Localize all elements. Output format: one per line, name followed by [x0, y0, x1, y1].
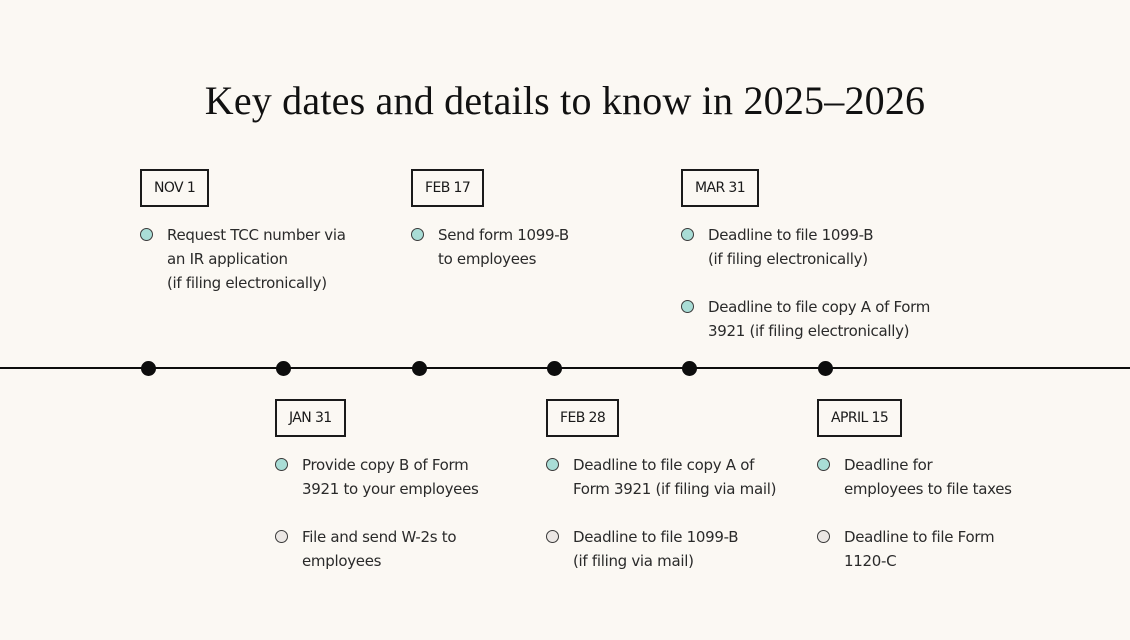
date-label: JAN 31: [275, 399, 346, 437]
bullet-icon: [411, 228, 424, 241]
timeline-axis: [0, 367, 1130, 369]
bullet-icon: [817, 530, 830, 543]
bullet-icon: [817, 458, 830, 471]
timeline-marker-feb17: [412, 361, 427, 376]
page-title: Key dates and details to know in 2025–2026: [204, 77, 926, 123]
event-item: Deadline to file copy A of Form 3921 (if filing via mail): [546, 453, 796, 501]
timeline-marker-nov1: [141, 361, 156, 376]
date-label: APRIL 15: [817, 399, 902, 437]
bullet-icon: [275, 530, 288, 543]
event-item: Send form 1099-B to employees: [411, 223, 661, 271]
date-label: FEB 28: [546, 399, 619, 437]
timeline-marker-feb28: [547, 361, 562, 376]
bullet-icon: [681, 300, 694, 313]
bullet-icon: [546, 458, 559, 471]
timeline-event-jan31: [275, 399, 525, 597]
event-item: Deadline for employees to file taxes: [817, 453, 1067, 501]
bullet-icon: [681, 228, 694, 241]
bullet-icon: [140, 228, 153, 241]
event-item: Deadline to file Form 1120-C: [817, 525, 1067, 573]
event-item: Deadline to file 1099-B (if filing via mail): [546, 525, 796, 573]
timeline-event-mar31: [681, 169, 931, 367]
date-label: NOV 1: [140, 169, 209, 207]
event-item: Request TCC number via an IR application (if filing electronically): [140, 223, 390, 295]
timeline-event-nov1: [140, 169, 390, 319]
event-item: Provide copy B of Form 3921 to your employees: [275, 453, 525, 501]
event-item: File and send W-2s to employees: [275, 525, 525, 573]
timeline-marker-jan31: [276, 361, 291, 376]
timeline-event-apr15: [817, 399, 1067, 597]
bullet-icon: [275, 458, 288, 471]
timeline-event-feb28: [546, 399, 796, 597]
date-label: FEB 17: [411, 169, 484, 207]
event-item: Deadline to file 1099-B (if filing electronically): [681, 223, 931, 271]
event-item: Deadline to file copy A of Form 3921 (if filing electronically): [681, 295, 931, 343]
date-label: MAR 31: [681, 169, 759, 207]
bullet-icon: [546, 530, 559, 543]
timeline-event-feb17: [411, 169, 661, 295]
